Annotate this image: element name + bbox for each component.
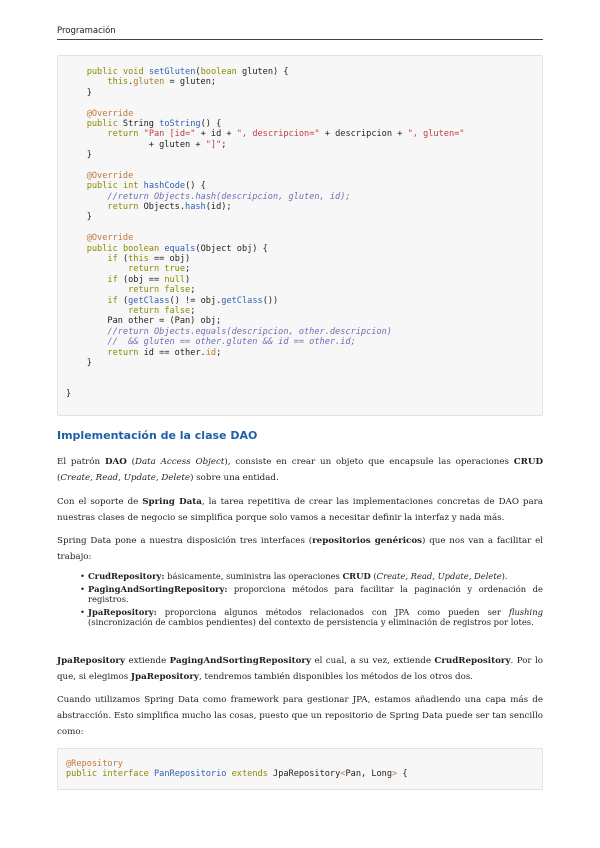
code-line: @Override xyxy=(86,170,134,181)
flushing-term: flushing xyxy=(508,607,543,617)
paragraph-abstraction xyxy=(57,692,543,740)
code-line: } xyxy=(66,150,92,161)
paragraph-spring-data xyxy=(57,494,543,526)
code-line: } xyxy=(66,87,92,98)
text: ), consiste en crear un objeto que encapsule las operaciones xyxy=(224,457,514,467)
code-line: if (getClass() != obj.getClass()) xyxy=(107,295,279,306)
crud-term: CRUD xyxy=(342,571,371,581)
paragraph-interfaces xyxy=(57,533,543,565)
code-line: public void setGluten(boolean gluten) { xyxy=(86,67,289,77)
paragraph-hierarchy xyxy=(57,653,543,685)
text: ). xyxy=(501,571,508,581)
text: proporciona algunos métodos relacionados con JPA como pueden ser xyxy=(156,607,509,617)
repository-list xyxy=(80,571,543,630)
list-item-crud-repository xyxy=(80,571,543,581)
text: ( xyxy=(126,457,135,467)
code-line xyxy=(66,98,542,108)
code-line: if (obj == null) xyxy=(107,274,191,285)
code-block-repository xyxy=(57,748,543,790)
code-line: } xyxy=(66,389,72,400)
text: Con el soporte de xyxy=(57,497,143,507)
text: Spring Data pone a nuestra disposición tres interfaces ( xyxy=(57,536,313,546)
jpa-repository-term: JpaRepository xyxy=(57,656,126,666)
code-line: if (this == obj) xyxy=(107,254,191,265)
item-title: CrudRepository: xyxy=(88,571,165,581)
code-lines xyxy=(66,759,542,780)
code-line: @Repository xyxy=(66,759,123,769)
text: básicamente, suministra las operaciones xyxy=(164,571,343,581)
code-line: this.gluten = gluten; xyxy=(107,77,217,88)
text: , tendremos también disponibles los métodos de los otros dos. xyxy=(198,672,474,682)
code-line: //return Objects.equals(descripcion, other.descripcion) xyxy=(107,326,392,337)
section-title: Implementación de la clase DAO xyxy=(57,429,258,442)
code-line: // && gluten == other.gluten && id == other.id; xyxy=(107,337,356,348)
dao-expansion: Data Access Object xyxy=(135,457,225,467)
code-line: + gluten + "]"; xyxy=(66,139,227,150)
paging-repository-term: PagingAndSortingRepository xyxy=(169,656,312,666)
page-header: Programación xyxy=(57,26,543,40)
code-line: public String toString() { xyxy=(86,118,222,129)
list-item-paging-repository xyxy=(80,584,543,604)
text: (sincronización de cambios pendientes) del contexto de persistencia y eliminación de registros por lotes. xyxy=(88,617,534,627)
text: ( xyxy=(370,571,377,581)
code-line xyxy=(66,368,542,378)
code-line: } xyxy=(66,212,92,223)
code-line xyxy=(66,379,542,389)
code-line: public interface PanRepositorio extends JpaRepository<Pan, Long> { xyxy=(66,769,408,780)
text: ( xyxy=(57,473,61,483)
code-lines xyxy=(66,67,542,400)
list-item-jpa-repository xyxy=(80,607,543,627)
code-line: @Override xyxy=(86,108,134,119)
text: extiende xyxy=(125,656,170,666)
generic-repositories-term: repositorios genéricos xyxy=(312,536,423,546)
code-line: public boolean equals(Object obj) { xyxy=(86,243,268,254)
code-line: //return Objects.hash(descripcion, gluten, id); xyxy=(107,191,351,202)
item-title: PagingAndSortingRepository: xyxy=(88,584,228,594)
code-line: return "Pan [id=" + id + ", descripcion=" + descripcion + ", gluten=" xyxy=(107,129,465,140)
code-line: } xyxy=(66,357,92,368)
text: proporciona métodos para facilitar la paginación y ordenación de registros. xyxy=(88,584,543,604)
code-line xyxy=(66,161,542,171)
spring-data-term: Spring Data xyxy=(142,497,202,507)
code-line: public int hashCode() { xyxy=(86,181,206,192)
text: el cual, a su vez, extiende xyxy=(311,656,435,666)
text: , la tarea repetitiva de crear las implementaciones concretas de DAO para nuestras clases de negocio se simplifica porque solo vamos a necesitar definir la interfaz y nada más. xyxy=(57,497,543,523)
text: El patrón xyxy=(57,457,105,467)
crud-expansion: Create, Read, Update, Delete xyxy=(60,473,191,483)
code-line: return id == other.id; xyxy=(107,347,222,358)
paragraph-dao-pattern xyxy=(57,454,543,486)
code-line: return false; xyxy=(128,285,196,296)
code-line: Pan other = (Pan) obj; xyxy=(66,316,222,327)
text: ) que nos van a facilitar el trabajo: xyxy=(57,536,543,562)
code-block-pan-methods xyxy=(57,55,543,416)
text: . Por lo que, si elegimos xyxy=(57,656,543,682)
code-line: return true; xyxy=(128,264,191,275)
code-line: @Override xyxy=(86,233,134,244)
dao-term: DAO xyxy=(104,457,127,467)
text: ) sobre una entidad. xyxy=(190,473,279,483)
item-title: JpaRepository: xyxy=(88,607,157,617)
crud-expansion: Create, Read, Update, Delete xyxy=(376,571,502,581)
crud-term: CRUD xyxy=(513,457,543,467)
text: Cuando utilizamos Spring Data como framework para gestionar JPA, estamos añadiendo una capa más de abstracción. Esto simplifica mucho las cosas, puesto que un repositorio de Spring Data puede ser tan sencillo como: xyxy=(57,695,543,737)
code-line xyxy=(66,223,542,233)
code-line: return false; xyxy=(128,305,196,316)
jpa-repository-term: JpaRepository xyxy=(130,672,199,682)
crud-repository-term: CrudRepository xyxy=(434,656,511,666)
code-line: return Objects.hash(id); xyxy=(107,202,232,213)
